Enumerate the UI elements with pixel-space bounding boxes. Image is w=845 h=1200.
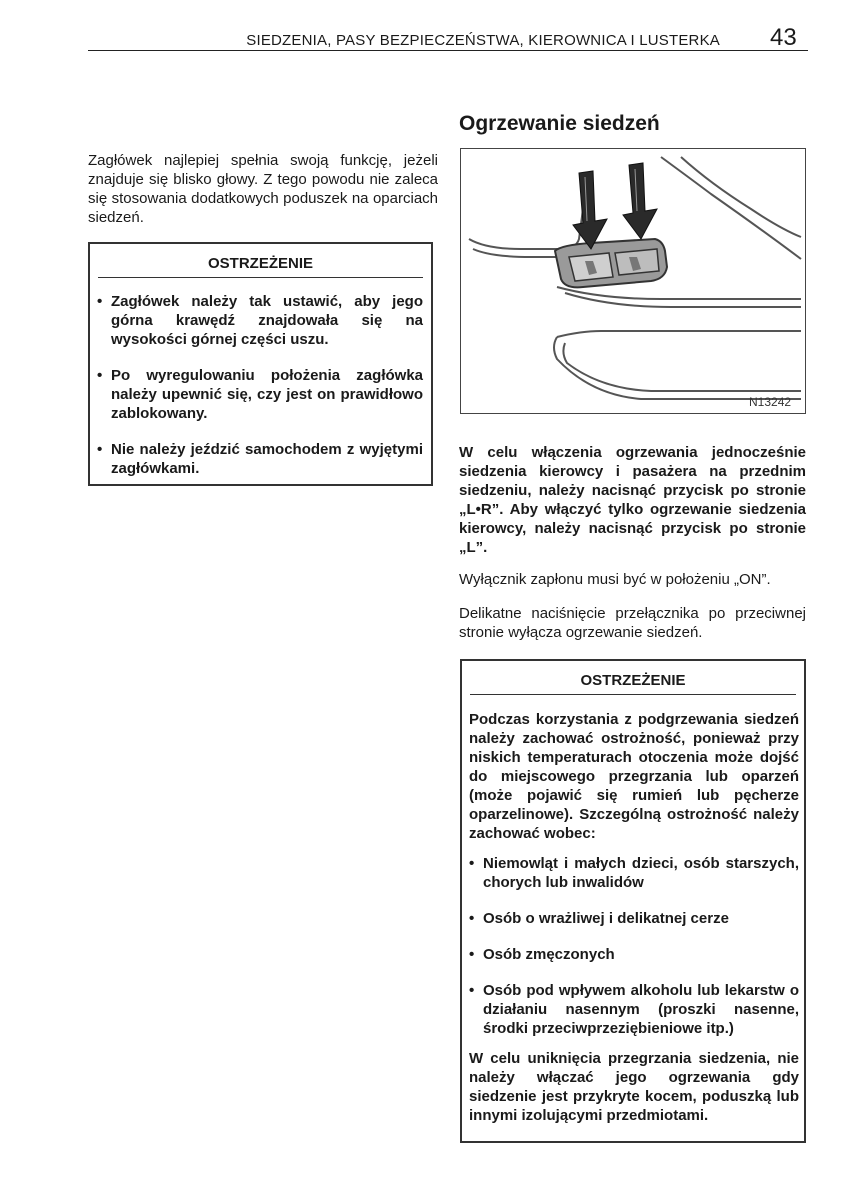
warning-item: • Osób o wrażliwej i delikatnej cerze <box>469 910 729 927</box>
warning-title: OSTRZEŻENIE <box>580 672 686 689</box>
bullet-icon: • <box>469 982 475 999</box>
seat-heater-switch-figure <box>460 148 806 414</box>
ignition-note: Wyłącznik zapłonu musi być w położeniu „ON”. <box>459 571 771 588</box>
warning-item: • Niemowląt i małych dzieci, osób starszych, chorych lub inwalidów <box>469 855 799 891</box>
warning-item: • Po wyregulowaniu położenia zagłówka należy upewnić się, czy jest on prawidłowo zablokowany. <box>97 367 423 422</box>
switch-off-note: Delikatne naciśnięcie przełącznika po przeciwnej stronie wyłącza ogrzewanie siedzeń. <box>459 605 806 641</box>
page-number: 43 <box>770 24 797 51</box>
warning-divider <box>98 277 423 278</box>
figure-code: N13242 <box>749 395 792 409</box>
bullet-icon: • <box>97 293 103 310</box>
warning-item: • Nie należy jeździć samochodem z wyjętymi zagłówkami. <box>97 441 423 477</box>
seat-heating-heading: Ogrzewanie siedzeń <box>459 112 660 135</box>
seat-heating-instructions: W celu włączenia ogrzewania jednocześnie siedzenia kierowcy i pasażera na przednim siedzeniu, należy nacisnąć przycisk po stronie „L•R”. Aby włączyć tylko ogrzewanie siedzenia kierowcy, należy nacisnąć przycisk po stronie „L”. <box>459 444 806 556</box>
seat-heating-warning-box <box>460 659 806 1143</box>
bullet-icon: • <box>97 441 103 458</box>
headrest-intro-paragraph: Zagłówek najlepiej spełnia swoją funkcję, jeżeli znajduje się blisko głowy. Z tego powodu nie zaleca się stosowania dodatkowych poduszek na oparciach siedzeń. <box>88 152 438 226</box>
warning-list <box>97 292 423 495</box>
warning-title: OSTRZEŻENIE <box>207 255 313 272</box>
warning-divider <box>470 694 796 695</box>
warning-item: • Osób pod wpływem alkoholu lub lekarstw o działaniu nasennym (proszki nasenne, środki przeciwprzeziębieniowe itp.) <box>469 982 799 1037</box>
seat-heater-switch-illustration <box>461 149 804 412</box>
bullet-icon: • <box>469 910 475 927</box>
warning-item: • Osób zmęczonych <box>469 946 615 963</box>
bullet-icon: • <box>97 367 103 384</box>
warning-outro: W celu uniknięcia przegrzania siedzenia, nie należy włączać jego ogrzewania gdy siedzenie jest przykryte kocem, poduszką lub innymi izolującymi przedmiotami. <box>469 1050 799 1124</box>
warning-item: • Zagłówek należy tak ustawić, aby jego górna krawędź znajdowała się na wysokości górnej części uszu. <box>97 293 423 348</box>
section-title: SIEDZENIA, PASY BEZPIECZEŃSTWA, KIEROWNICA I LUSTERKA <box>246 32 720 49</box>
headrest-warning-box <box>88 242 433 486</box>
header-rule <box>88 50 808 51</box>
bullet-icon: • <box>469 946 475 963</box>
warning-intro: Podczas korzystania z podgrzewania siedzeń należy zachować ostrożność, ponieważ przy niskich temperaturach otoczenia może dojść do miejscowego przegrzania lub oparzeń (może pojawić się rumień lub pęcherze oparzelinowe). Szczególną ostrożność należy zachować wobec: <box>469 711 799 842</box>
bullet-icon: • <box>469 855 475 872</box>
warning-list <box>469 854 799 1055</box>
